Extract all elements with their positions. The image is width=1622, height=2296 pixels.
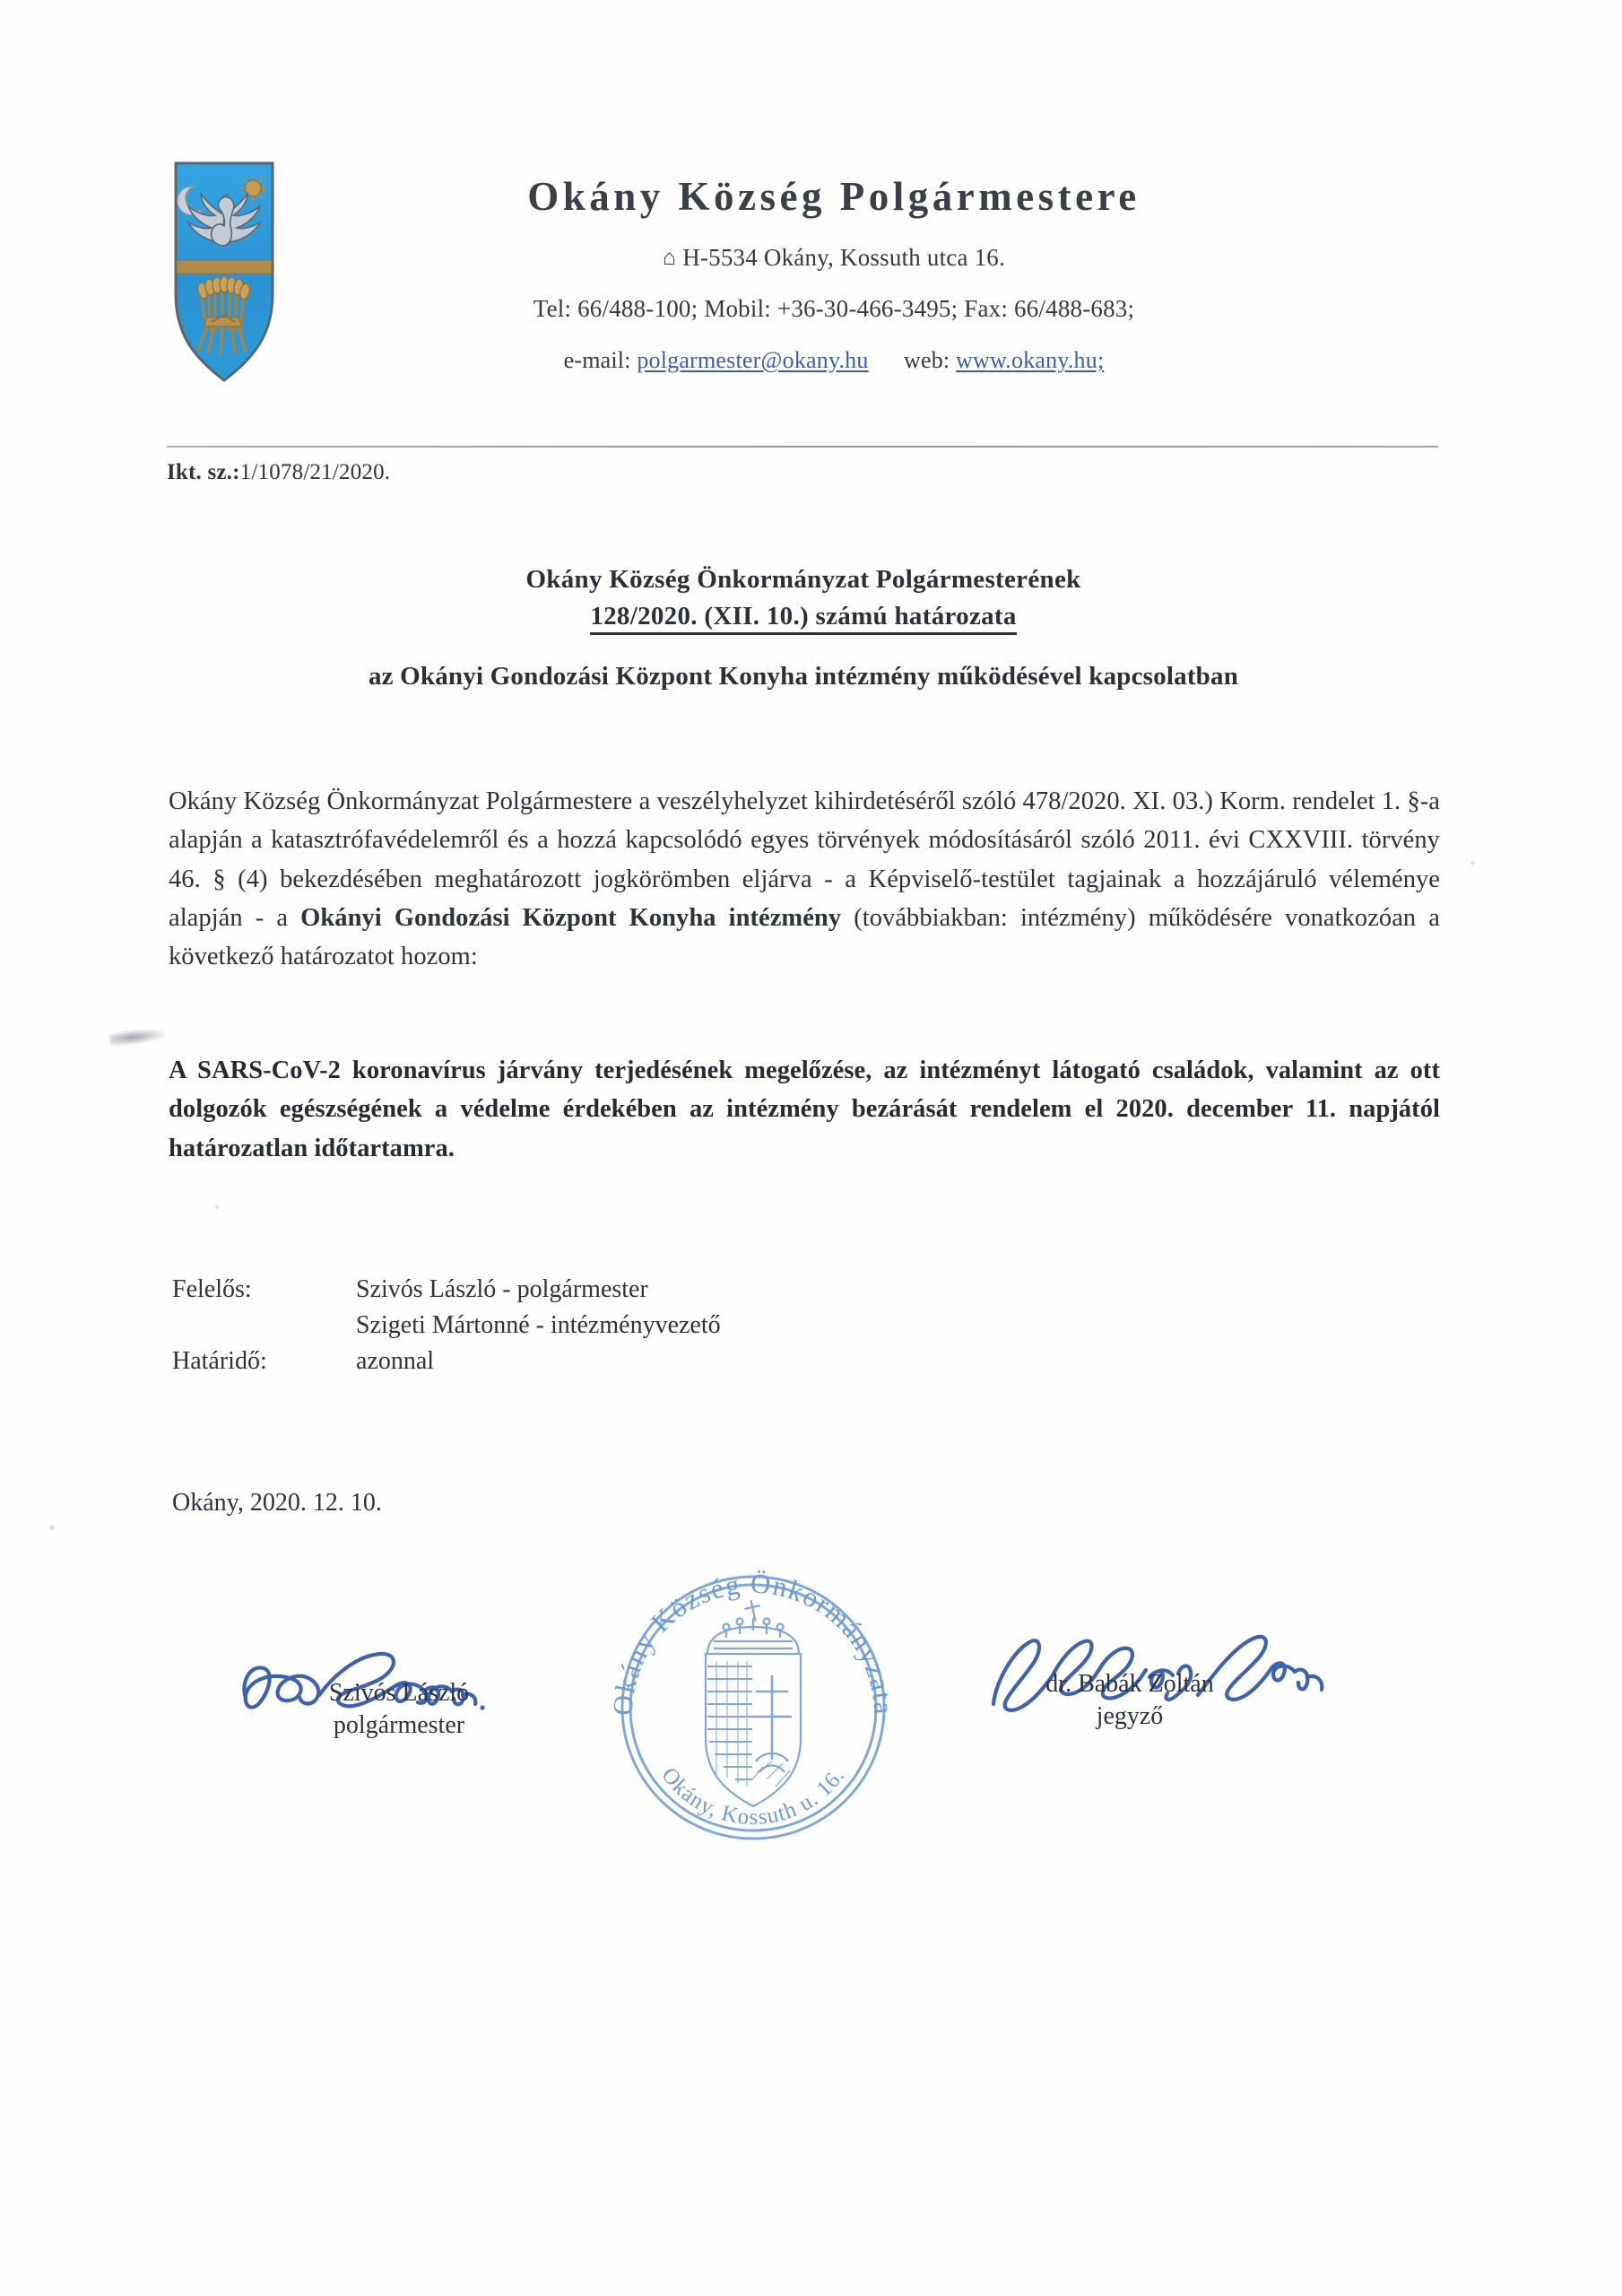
body-institution-name: Okányi Gondozási Központ Konyha intézmény xyxy=(300,903,842,932)
responsible-person-2: Szigeti Mártonné - intézményvezető xyxy=(356,1311,721,1340)
address-line xyxy=(305,243,1363,274)
notary-name: dr. Babák Zoltán xyxy=(1045,1670,1214,1698)
decision-number: 128/2020. (XII. 10.) számú határozata xyxy=(590,602,1016,635)
svg-text:Okány, Kossuth u. 16. xyxy=(656,1763,849,1830)
notary-role: jegyző xyxy=(1096,1702,1164,1731)
responsible-person-1: Szivós László - polgármester xyxy=(356,1275,648,1303)
responsible-row-1 xyxy=(172,1272,721,1308)
responsible-label: Felelős: xyxy=(172,1275,252,1303)
notary-signature-block xyxy=(964,1668,1296,1734)
scan-speck xyxy=(49,1525,55,1530)
page-title: Okány Község Polgármestere xyxy=(527,174,1141,219)
scan-speck xyxy=(1470,861,1475,865)
address-text: H-5534 Okány, Kossuth utca 16. xyxy=(682,243,1005,271)
website-link[interactable]: www.okany.hu; xyxy=(956,347,1105,373)
reference-number xyxy=(167,460,390,485)
reference-value: 1/1078/21/2020. xyxy=(239,460,391,484)
stamp-top-text: Okány Község Önkormányzata xyxy=(606,1567,900,1717)
body-paragraph xyxy=(169,782,1440,977)
web-label: web: xyxy=(904,347,950,373)
deadline-row xyxy=(172,1344,721,1379)
email-label: e-mail: xyxy=(563,347,631,373)
decision-title-line1: Okány Község Önkormányzat Polgármesterének xyxy=(525,565,1081,594)
hungarian-coat-of-arms-icon xyxy=(706,1598,801,1806)
body-part2: (továbbiakban: intézmény) működésére vonatkozóan a következő határozatot hozom: xyxy=(169,903,1440,971)
mayor-signature-block xyxy=(251,1677,547,1743)
email-web-line xyxy=(305,346,1363,376)
email-link[interactable]: polgarmester@okany.hu xyxy=(637,347,869,373)
mayor-name: Szivós László xyxy=(328,1679,470,1707)
place-date-line: Okány, 2020. 12. 10. xyxy=(172,1489,382,1517)
deadline-label: Határidő: xyxy=(172,1347,267,1376)
deadline-value: azonnal xyxy=(356,1347,435,1376)
body-part1: Okány Község Önkormányzat Polgármestere a veszélyhelyzet kihirdetéséről szóló 478/2020. XI. 03.) Korm. rendelet 1. §-a alapján a katasztrófavédelemről és a hozzá kapcsolódó egyes törvények módosításáról szóló 2011. évi CXXVIII. törvény 46. § (4) bekezdésében meghatározott jogkörömben eljárva - a Képviselő-testület tagjainak a hozzájáruló véleménye alapján - a xyxy=(169,787,1440,932)
scan-speck xyxy=(215,1205,219,1209)
responsible-label-empty xyxy=(172,1308,356,1344)
decision-title-block xyxy=(167,565,1440,691)
responsibility-block xyxy=(172,1272,721,1379)
svg-text:Okány Község Önkormányzata xyxy=(607,1568,900,1717)
decision-subject: az Okányi Gondozási Központ Konyha intézmény működésével kapcsolatban xyxy=(368,662,1239,691)
stamp-bottom-text: Okány, Kossuth u. 16. xyxy=(656,1762,850,1831)
mayor-role: polgármester xyxy=(333,1711,465,1740)
responsible-row-2 xyxy=(172,1308,721,1344)
envelope-icon: ⌂ xyxy=(663,245,677,270)
decision-paragraph: A SARS-CoV-2 koronavírus járvány terjedésének megelőzése, az intézményt látogató családok, valamint az ott dolgozók egészségének a védelme érdekében az intézmény bezárását rendelem el 2020. december 11. napjától határozatlan időtartamra. xyxy=(169,1057,1440,1162)
letterhead-text xyxy=(305,135,1363,376)
header-divider xyxy=(167,446,1438,448)
official-stamp xyxy=(596,1548,910,1862)
phone-line: Tel: 66/488-100; Mobil: +36-30-466-3495; Fax: 66/488-683; xyxy=(533,295,1135,323)
okany-coat-of-arms-icon xyxy=(170,160,278,384)
decision-title-line2 xyxy=(167,602,1440,631)
scan-artifact-smudge xyxy=(108,1027,165,1047)
letterhead xyxy=(0,135,1622,422)
reference-label: Ikt. sz.: xyxy=(167,460,240,484)
